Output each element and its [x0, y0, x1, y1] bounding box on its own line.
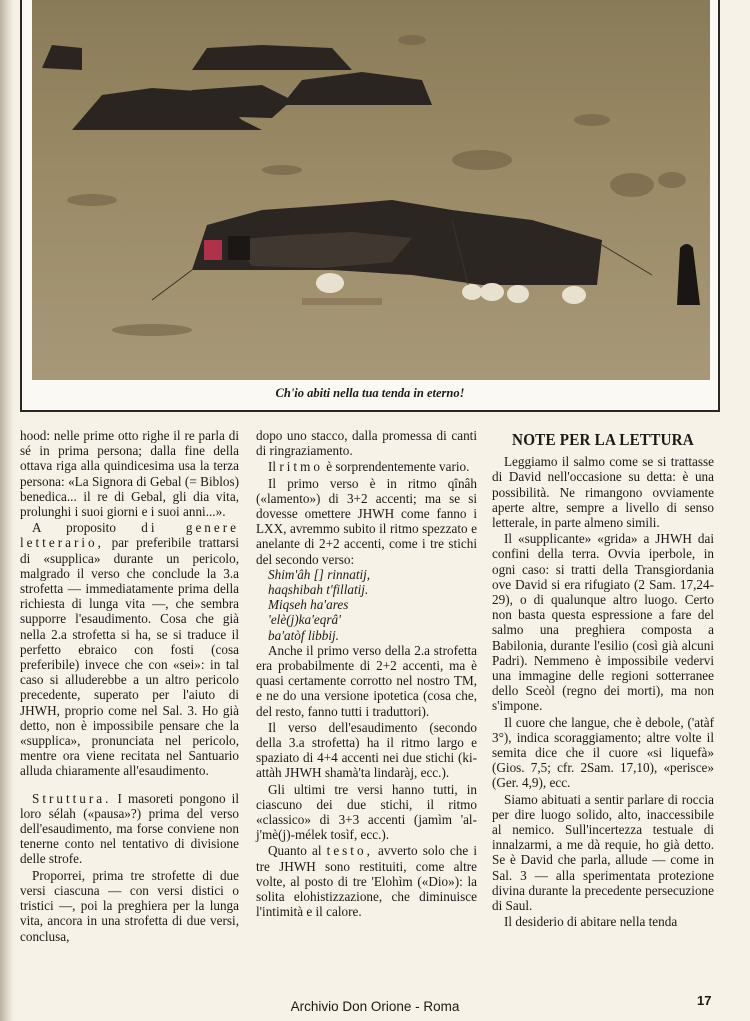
page-binding-edge [0, 0, 14, 1021]
body-text: I masoreti pongono il loro sélah («pausa»?) prima del verso dell'esaudimento, ma forse conviene non tenerne conto nel tentativo di divisione delle strofe. [20, 790, 239, 867]
paragraph: hood: nelle prime otto righe il re parla di sé in prima persona; dalla fine della ottava riga alla quindicesima usa la terza persona: «La Signora di Gebal (= Biblos) benedica... il re di Gebal, gli dia vita, prolunghi i suoi giorni e i suoi anni...». [20, 428, 239, 520]
spaced-heading: testo, [326, 843, 373, 859]
paragraph: Anche il primo verso della 2.a strofetta era probabilmente di 2+2 accenti, ma è quasi certamente corrotto nel nostro TM, e ne do una versione ipotetica (cosa che, del resto, fanno tutti i traduttori). [256, 642, 477, 719]
lead-text: Il [268, 459, 277, 475]
text-column-1 [20, 428, 239, 944]
paragraph: Il cuore che langue, che è debole, ('atàf 3°), indica scoraggiamento; altre volte il semita dice che il cuore «si liquefà» (Gios. 7,5; cfr. 2Sam. 17,10), «perisce» (Ger. 4,9), ecc. [492, 714, 714, 791]
paragraph: Proporrei, prima tre strofette di due versi ciascuna — con versi distici o tristici —, poi la preghiera per la lunga vita, ancora in una strofetta di due versi, conclusa, [20, 867, 239, 944]
paragraph-genre [20, 520, 239, 778]
photo-caption: Ch'io abiti nella tua tenda in eterno! [275, 386, 465, 400]
paragraph-text [256, 843, 477, 919]
section-title: NOTE PER LA LETTURA [512, 430, 694, 449]
paragraph: Il verso dell'esaudimento (secondo della 3.a strofetta) ha il ritmo largo e spaziato di 4+4 accenti nei due stichi (ki-attàh JHWH shamà'ta lindaràj, ecc.). [256, 719, 477, 781]
photo-frame [20, 0, 720, 412]
tents-illustration [32, 0, 710, 380]
verse-line: 'elè(j)ka'eqrâ' [268, 612, 341, 628]
paragraph: Leggiamo il salmo come se si trattasse di David nell'occasione su detta: è una possibilità. Ne rimangono ovviamente aperte altre, sempre a livello di senso letterale, in parte almeno simili. [492, 454, 714, 531]
lead-text: A proposito [32, 520, 116, 536]
verse-line: Miqseh ha'ares [268, 597, 349, 613]
spaced-heading: Struttura. [32, 790, 112, 806]
page-number: 17 [697, 993, 712, 1008]
paragraph: Gli ultimi tre versi hanno tutti, in ciascuno dei due stichi, il ritmo «classico» di 3+3 accenti (jamìm 'al-j'mè(j)-mélek tosìf, ecc.). [256, 781, 477, 843]
paragraph-rhythm [256, 459, 477, 474]
paragraph: Il «supplicante» «grida» a JHWH dai confini della terra. Ovvia iperbole, in ogni caso: si tratti della Transgiordania ove David si era rifugiato (2 Sam. 17,24-29), o di qualunque altro luogo. Certo non basta questa espressione a fare del salmo una preghiera composta a Babilonia, durante l'esilio (così già alcuni Padri). Nemmeno è impossibile vedervi una immagine delle regioni sotterranee dello Sceòl (regno dei morti), ma non s'impone. [492, 531, 714, 714]
paragraph: Siamo abituati a sentir parlare di roccia per dire luogo solido, alto, inaccessibile al nemico. Sull'incertezza testuale di innalzarmi, a me dà requie, ho già detto. Se è David che parla, allude — come in Sal. 3 — alla sperimentata protezione divina durante la precedente persecuzione di Saul. [492, 791, 714, 914]
text-column-3 [492, 428, 714, 930]
spaced-heading: ritmo [279, 459, 323, 475]
verse-line: haqshibah t'fillatij. [268, 582, 369, 598]
archive-footer: Archivio Don Orione - Roma [290, 999, 460, 1014]
body-text: è sorprendentemente vario. [326, 459, 470, 475]
body-text: avverto solo che i tre JHWH sono restituiti, come altre volte, al posto di tre 'Elohìm («Dio»): la solita elohistizzazione, che diminuisce l'intimità e il calore. [256, 843, 477, 920]
verse-line: ba'atòf libbij. [268, 627, 339, 643]
paragraph: dopo uno stacco, dalla promessa di canti di ringraziamento. [256, 428, 477, 459]
verse-line: Shim'âh [] rinnatij, [268, 566, 371, 582]
lead-text: Quanto al [268, 843, 322, 859]
text-column-2 [256, 428, 477, 920]
paragraph: Il primo verso è in ritmo qînâh («lamento») di 3+2 accenti; ma se si dovesse omettere JHWH come fanno i LXX, avremmo subito il ritmo spezzato e anelante di 2+2 accenti, come i tre stichi del secondo verso: [256, 475, 477, 567]
paragraph-structure [20, 791, 239, 867]
body-text: par preferibile trattarsi di «supplica» durante un pericolo, malgrado il verso che conclude la 3.a strofetta — immediatamente prima della richiesta di lunga vita —, che sembra supporre l'esaudimento. Cosa che già nella 2.a strofetta si ha, se si traduce il perfetto ebraico con fosti (cosa preferibile) invece che con «sei»: in tal caso si alluderebbe a un altro pericolo precedente, superato per l'aiuto di JHWH, proprio come nel Sal. 3. Ho già detto, non è impossibile pensare che la «supplica», pronunciata nel pericolo, mentre ora viene recitata nel Santuario alluda chiaramente all'esaudimento. [20, 535, 240, 779]
spaced-heading: di genere letterario, [20, 520, 240, 551]
paragraph: Il desiderio di abitare nella tenda [504, 914, 678, 930]
bedouin-tents-photo [32, 0, 710, 380]
